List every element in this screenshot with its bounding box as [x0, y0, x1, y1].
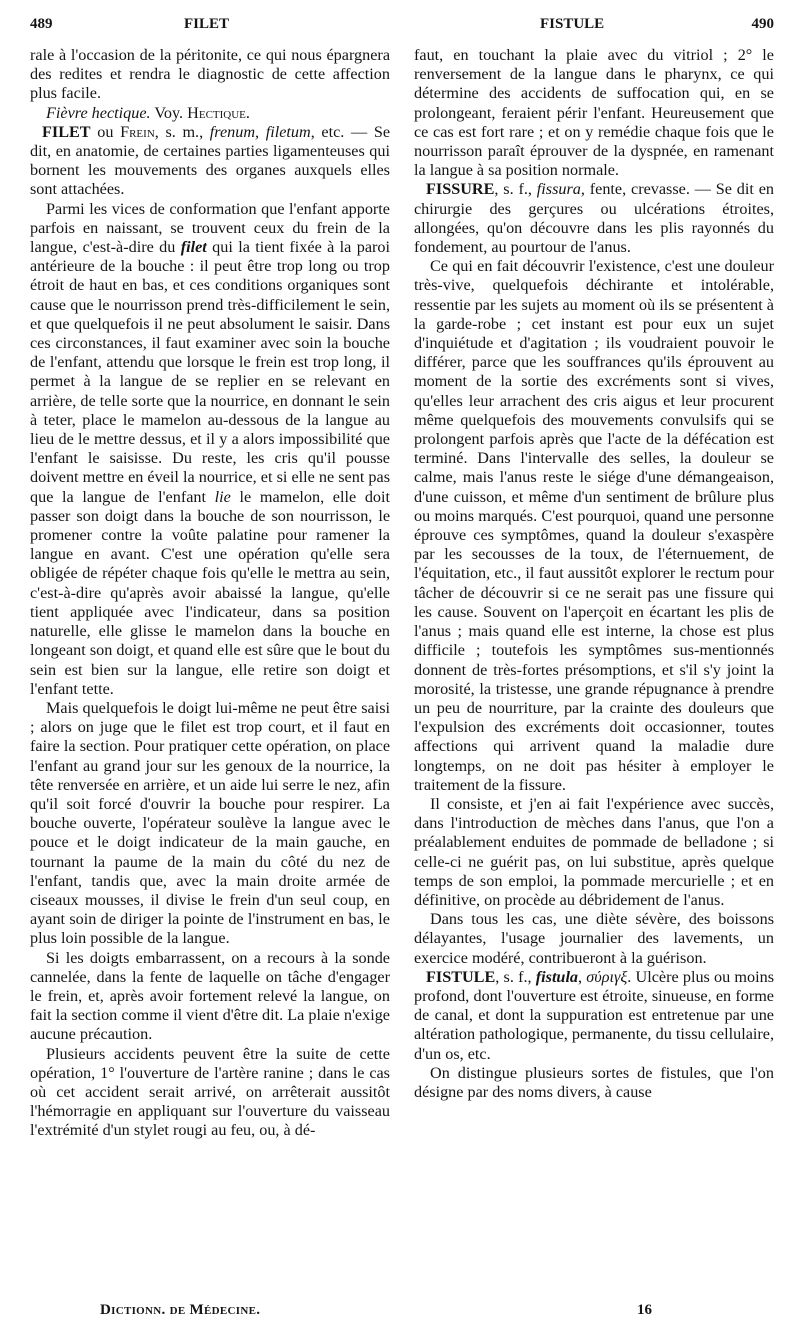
- headword: FISTULE: [426, 967, 496, 986]
- paragraph: rale à l'occasion de la péritonite, ce qui nous épargnera des redites et rendra le diagnostic de cette affection plus facile.: [30, 46, 390, 103]
- page-footer: [0, 1302, 800, 1326]
- paragraph: On distingue plusieurs sortes de fistules, que l'on désigne par des noms divers, à cause: [414, 1063, 774, 1101]
- running-head-left: FILET: [184, 16, 230, 32]
- paragraph: Dans tous les cas, une diète sévère, des boissons délayantes, l'usage journalier des lavements, un exercice modéré, contribueront à la guérison.: [414, 910, 774, 967]
- right-column: [414, 46, 774, 1102]
- page-number-left: 489: [30, 16, 53, 32]
- paragraph: Plusieurs accidents peuvent être la suite de cette opération, 1° l'ouverture de l'artère ranine ; dans le cas où cet accident serait arrivé, on arrêterait aussitôt l'hémorragie en appliquant sur l'ouverture du vaisseau l'extrémité d'un stylet rougi au feu, ou, à dé-: [30, 1044, 390, 1140]
- paragraph: Si les doigts embarrassent, on a recours à la sonde cannelée, dans la fente de laquelle on tâche d'engager le frein, et, après avoir fortement relevé la langue, on fait la section comme il vient d'être dit. La plaie n'exige aucune précaution.: [30, 948, 390, 1044]
- paragraph: Ce qui en fait découvrir l'existence, c'est une douleur très-vive, quelquefois déchirante et intolérable, ressentie par les sujets au moment où ils se présentent à la garde-robe ; cet instant est pour eux un sujet d'inquiétude et d'agitation ; ils voudraient pouvoir le différer, parce que les souffrances qu'ils éprouvent au moment de la sortie des excréments sont si vives, qu'elles leur arrachent des cris aigus et leur procurent même quelquefois des mouvements convulsifs qui se prolongent parfois après que l'acte de la défécation est terminé. Dans l'intervalle des selles, la douleur se calme, mais l'anus reste le siége d'une démangeaison, d'une cuisson, et même d'un sentiment de brûlure plus ou moins marqués. C'est pourquoi, quand une personne éprouve ces symptômes, quand la douleur s'exaspère par les secousses de la toux, de l'éternuement, de l'équitation, etc., il faut aussitôt explorer le rectum pour tâcher de découvrir si ce ne serait pas une fissure qui les cause. Souvent on l'aperçoit en écartant les plis de l'anus ; mais quand elle est interne, la chose est plus difficile ; toutefois les symptômes sus-mentionnés donnent de très-fortes présomptions, et s'il s'y joint la morosité, la tristesse, une grande répugnance à prendre un peu de nourriture, par la crainte des douleurs que l'expulsion des excréments doit occasionner, toutes affections qui arrivent quand la maladie dure longtemps, on ne doit pas hésiter à employer le traitement de la fissure.: [414, 257, 774, 794]
- cross-reference-entry: Fièvre hectique. Voy. Hectique.: [46, 103, 250, 122]
- entry-fissure: FISSURE, s. f., fissura, fente, crevasse. — Se dit en chirurgie des gerçures ou ulcérations étroites, allongées, qu'on découvre dans les plis rayonnés du fondement, au pourtour de l'anus.: [414, 180, 774, 257]
- book-title: Dictionn. de Médecine.: [100, 1302, 261, 1318]
- entry-filet: FILET ou Frein, s. m., frenum, filetum, etc. — Se dit, en anatomie, de certaines parties ligamenteuses qui bornent les mouvements des organes auxquels elles sont attachées.: [30, 122, 391, 199]
- signature-mark: 16: [637, 1302, 652, 1318]
- entry-fistule: FISTULE, s. f., fistula, σύριγξ. Ulcère plus ou moins profond, dont l'ouverture est étroite, sinueuse, en forme de canal, et dont la suppuration est entretenue par une altération pathologique, permanente, du tissu cellulaire, d'un os, etc.: [414, 967, 774, 1063]
- running-head-right: FISTULE: [540, 16, 605, 32]
- paragraph: Mais quelquefois le doigt lui-même ne peut être saisi ; alors on juge que le filet est trop court, et il faut en faire la section. Pour pratiquer cette opération, on place l'enfant au grand jour sur les genoux de la nourrice, la tête renversée en arrière, et un aide lui serre le nez, afin qu'il soit forcé d'ouvrir la bouche pour respirer. La bouche ouverte, l'opérateur soulève la langue avec le pouce et le doigt indicateur de la main gauche, en tournant la paume de la main du côté du nez de l'enfant, tandis que, avec la main droite armée de ciseaux mousses, il divise le frein d'un seul coup, en ayant soin de diriger la pointe de l'instrument en bas, le plus loin possible de la langue.: [30, 698, 390, 948]
- paragraph: Il consiste, et j'en ai fait l'expérience avec succès, dans l'introduction de mèches dans l'anus, que l'on a préalablement enduites de pommade de belladone ; si celle-ci ne guérit pas, on lui substitue, après quelque temps de son emploi, la pommade mercurielle ; et en définitive, on procède au débridement de l'anus.: [414, 794, 774, 909]
- page-number-right: 490: [751, 16, 774, 32]
- headword: FISSURE: [426, 180, 495, 199]
- left-column: [30, 46, 390, 1141]
- page-header: [0, 16, 800, 40]
- headword: FILET: [42, 122, 91, 141]
- paragraph: faut, en touchant la plaie avec du vitriol ; 2° le renversement de la langue dans le pharynx, ce qui détermine des accidents de suffocation qui, en se prolongeant, feraient périr l'enfant. Heureusement que ce cas est fort rare ; et on y remédie chaque fois que le nourrisson paraît éprouver de la dyspnée, en ramenant la langue à sa position normale.: [414, 46, 774, 180]
- paragraph: Parmi les vices de conformation que l'enfant apporte parfois en naissant, se trouvent ceux du frein de la langue, c'est-à-dire du filet qui la tient fixée à la paroi antérieure de la bouche : il peut être trop long ou trop étroit de haut en bas, et ces conditions organiques sont cause que le nourrisson prend très-difficilement le sein, et que quelquefois il ne peut absolument le saisir. Dans ces circonstances, il faut examiner avec soin la bouche de l'enfant, attendu que lorsque le frein est trop long, il permet à la langue de se replier en se relevant en arrière, de telle sorte que la nourrice, en donnant le sein à teter, place le mamelon au-dessous de la langue au lieu de le mettre dessus, et il y a alors impossibilité que l'enfant le saisisse. Du reste, les cris qu'il pousse doivent mettre en éveil la nourrice, et si elle ne sent pas que la langue de l'enfant lie le mamelon, elle doit passer son doigt dans la bouche de son nourrisson, le promener contre la voûte palatine pour ramener la langue en avant. C'est une opération qu'elle sera obligée de répéter chaque fois qu'elle le mettra au sein, c'est-à-dire qu'après avoir abaissé la langue, qu'elle tient appliquée avec l'indicateur, dans sa position naturelle, elle glisse le mamelon dans la bouche en longeant son doigt, et quand elle est sûre que le bout du sein est bien sur la langue, elle retire son doigt et l'enfant tette.: [30, 199, 391, 698]
